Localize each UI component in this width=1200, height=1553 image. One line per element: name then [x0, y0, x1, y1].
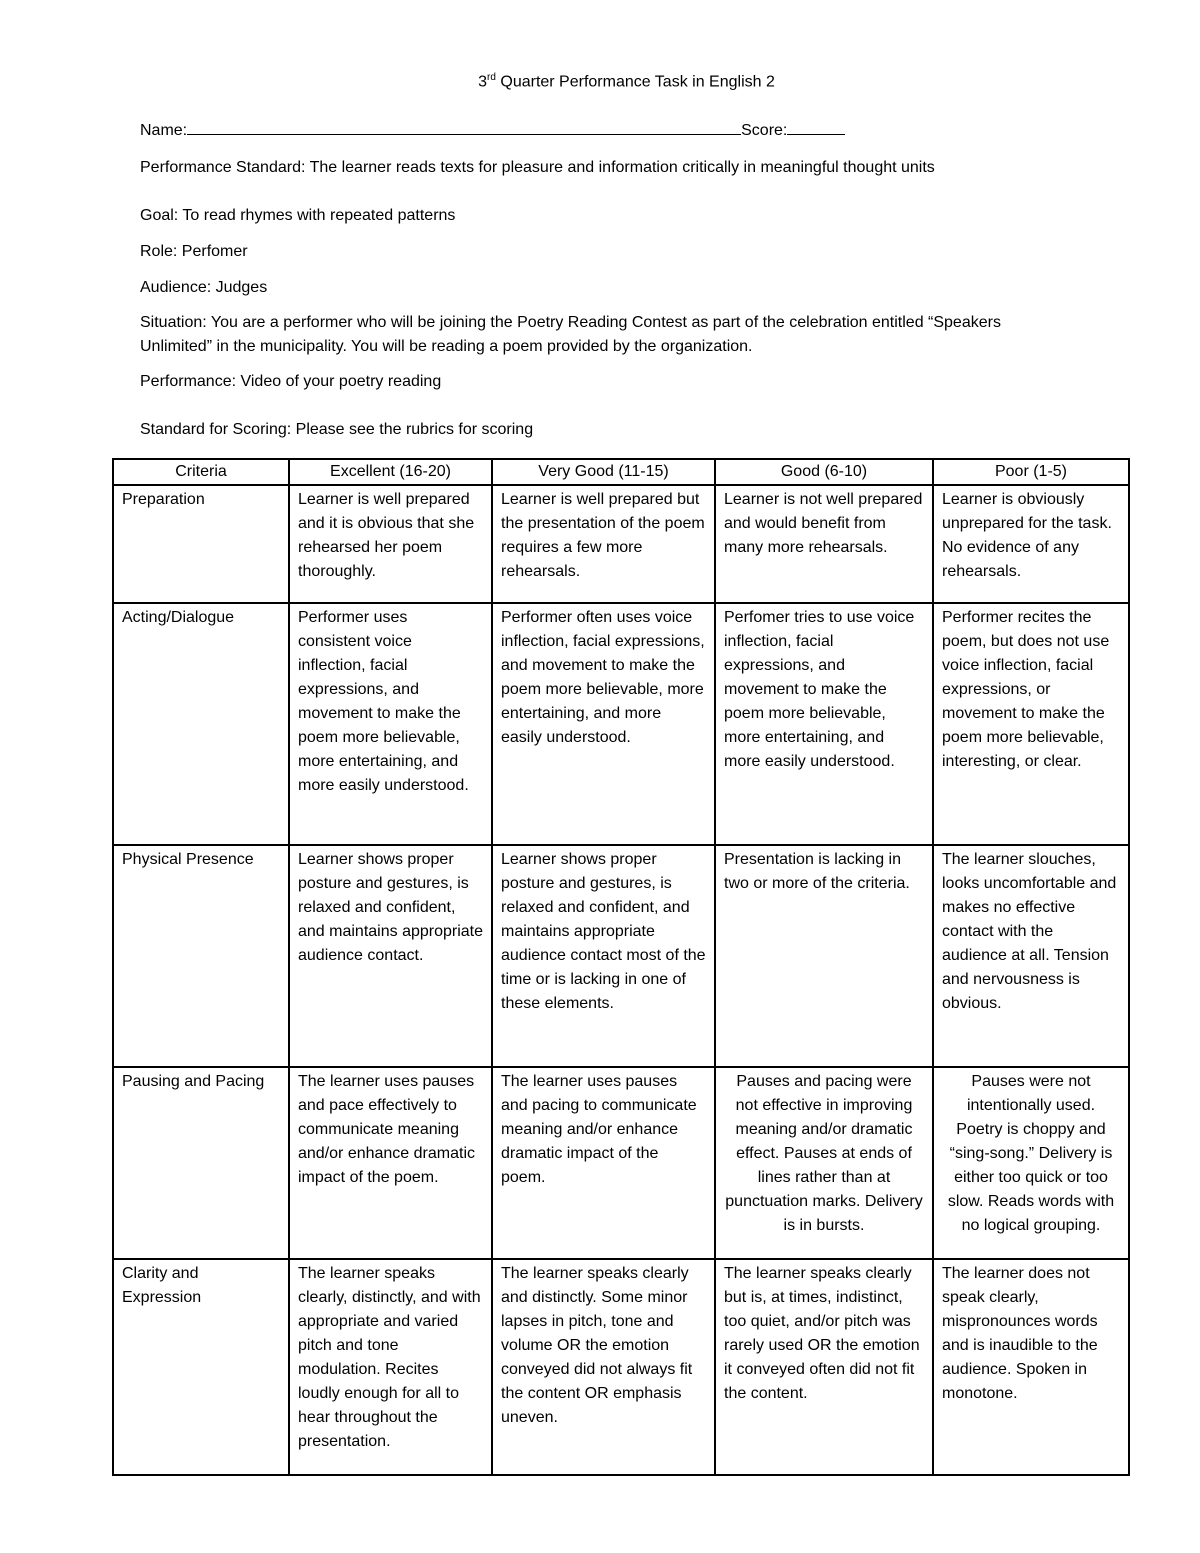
header-criteria: Criteria: [113, 459, 289, 485]
rubric-row-clarity-expression: [113, 1259, 1129, 1475]
good-cell: Presentation is lacking in two or more of the criteria.: [715, 845, 933, 1067]
poor-cell: Learner is obviously unprepared for the task. No evidence of any rehearsals.: [933, 485, 1129, 603]
role-text: Role: Perfomer: [140, 243, 248, 260]
score-label: Score:: [741, 122, 788, 139]
good-cell: Pauses and pacing were not effective in improving meaning and/or dramatic effect. Pauses at ends of lines rather than at punctuation marks. Delivery is in bursts.: [715, 1067, 933, 1259]
header-excellent: Excellent (16-20): [289, 459, 492, 485]
excellent-cell: Learner is well prepared and it is obvious that she rehearsed her poem thoroughly.: [289, 485, 492, 603]
header-very-good: Very Good (11-15): [492, 459, 715, 485]
standard-for-scoring: Standard for Scoring: Please see the rubrics for scoring: [140, 421, 534, 438]
excellent-cell: The learner speaks clearly, distinctly, and with appropriate and varied pitch and tone modulation. Recites loudly enough for all to hear throughout the presentation.: [289, 1259, 492, 1475]
audience-text: Audience: Judges: [140, 279, 268, 296]
excellent-cell: The learner uses pauses and pace effectively to communicate meaning and/or enhance dramatic impact of the poem.: [289, 1067, 492, 1259]
situation-line-2: Unlimited” in the municipality. You will be reading a poem provided by the organization.: [140, 338, 753, 355]
performance-text: Performance: Video of your poetry reading: [140, 373, 442, 390]
header-poor: Poor (1-5): [933, 459, 1129, 485]
poor-cell: Pauses were not intentionally used. Poetry is choppy and “sing-song.” Delivery is either too quick or too slow. Reads words with no logical grouping.: [933, 1067, 1129, 1259]
good-cell: Learner is not well prepared and would benefit from many more rehearsals.: [715, 485, 933, 603]
poor-cell: The learner does not speak clearly, mispronounces words and is inaudible to the audience. Spoken in monotone.: [933, 1259, 1129, 1475]
title-ordinal: 3: [478, 73, 488, 91]
very-good-cell: The learner speaks clearly and distinctly. Some minor lapses in pitch, tone and volume OR the emotion conveyed did not always fit the content OR emphasis uneven.: [492, 1259, 715, 1475]
criteria-cell: Physical Presence: [113, 845, 289, 1067]
name-label: Name:: [140, 122, 188, 139]
rubric-row-pausing-pacing: [113, 1067, 1129, 1259]
rubric-row-preparation: [113, 485, 1129, 603]
title-superscript: rd: [487, 72, 496, 83]
situation-line-1: Situation: You are a performer who will be joining the Poetry Reading Contest as part of the celebration entitled “Speakers: [140, 314, 1001, 331]
very-good-cell: Learner shows proper posture and gestures, is relaxed and confident, and maintains appropriate audience contact most of the time or is lacking in one of these elements.: [492, 845, 715, 1067]
name-score-line: [140, 120, 845, 140]
header-good: Good (6-10): [715, 459, 933, 485]
page-title: [0, 72, 1200, 91]
very-good-cell: The learner uses pauses and pacing to communicate meaning and/or enhance dramatic impact of the poem.: [492, 1067, 715, 1259]
criteria-cell: Acting/Dialogue: [113, 603, 289, 845]
name-blank-line[interactable]: [187, 120, 741, 135]
good-cell: Perfomer tries to use voice inflection, facial expressions, and movement to make the poem more believable, more entertaining, and more easily understood.: [715, 603, 933, 845]
score-blank-line[interactable]: [787, 120, 845, 135]
criteria-cell: Clarity and Expression: [113, 1259, 289, 1475]
poor-cell: The learner slouches, looks uncomfortable and makes no effective contact with the audience at all. Tension and nervousness is obvious.: [933, 845, 1129, 1067]
excellent-cell: Learner shows proper posture and gestures, is relaxed and confident, and maintains appropriate audience contact.: [289, 845, 492, 1067]
criteria-cell: Preparation: [113, 485, 289, 603]
rubric-table: [112, 458, 1130, 1476]
poor-cell: Performer recites the poem, but does not use voice inflection, facial expressions, or movement to make the poem more believable, interesting, or clear.: [933, 603, 1129, 845]
goal-text: Goal: To read rhymes with repeated patterns: [140, 207, 456, 224]
criteria-cell: Pausing and Pacing: [113, 1067, 289, 1259]
rubric-row-acting-dialogue: [113, 603, 1129, 845]
rubric-row-physical-presence: [113, 845, 1129, 1067]
very-good-cell: Performer often uses voice inflection, facial expressions, and movement to make the poem more believable, more entertaining, and more easily understood.: [492, 603, 715, 845]
performance-standard: Performance Standard: The learner reads texts for pleasure and information critically in meaningful thought units: [140, 159, 935, 176]
title-text: Quarter Performance Task in English 2: [495, 73, 775, 91]
good-cell: The learner speaks clearly but is, at times, indistinct, too quiet, and/or pitch was rarely used OR the emotion it conveyed often did not fit the content.: [715, 1259, 933, 1475]
excellent-cell: Performer uses consistent voice inflection, facial expressions, and movement to make the poem more believable, more entertaining, and more easily understood.: [289, 603, 492, 845]
rubric-header-row: [113, 459, 1129, 485]
very-good-cell: Learner is well prepared but the presentation of the poem requires a few more rehearsals.: [492, 485, 715, 603]
